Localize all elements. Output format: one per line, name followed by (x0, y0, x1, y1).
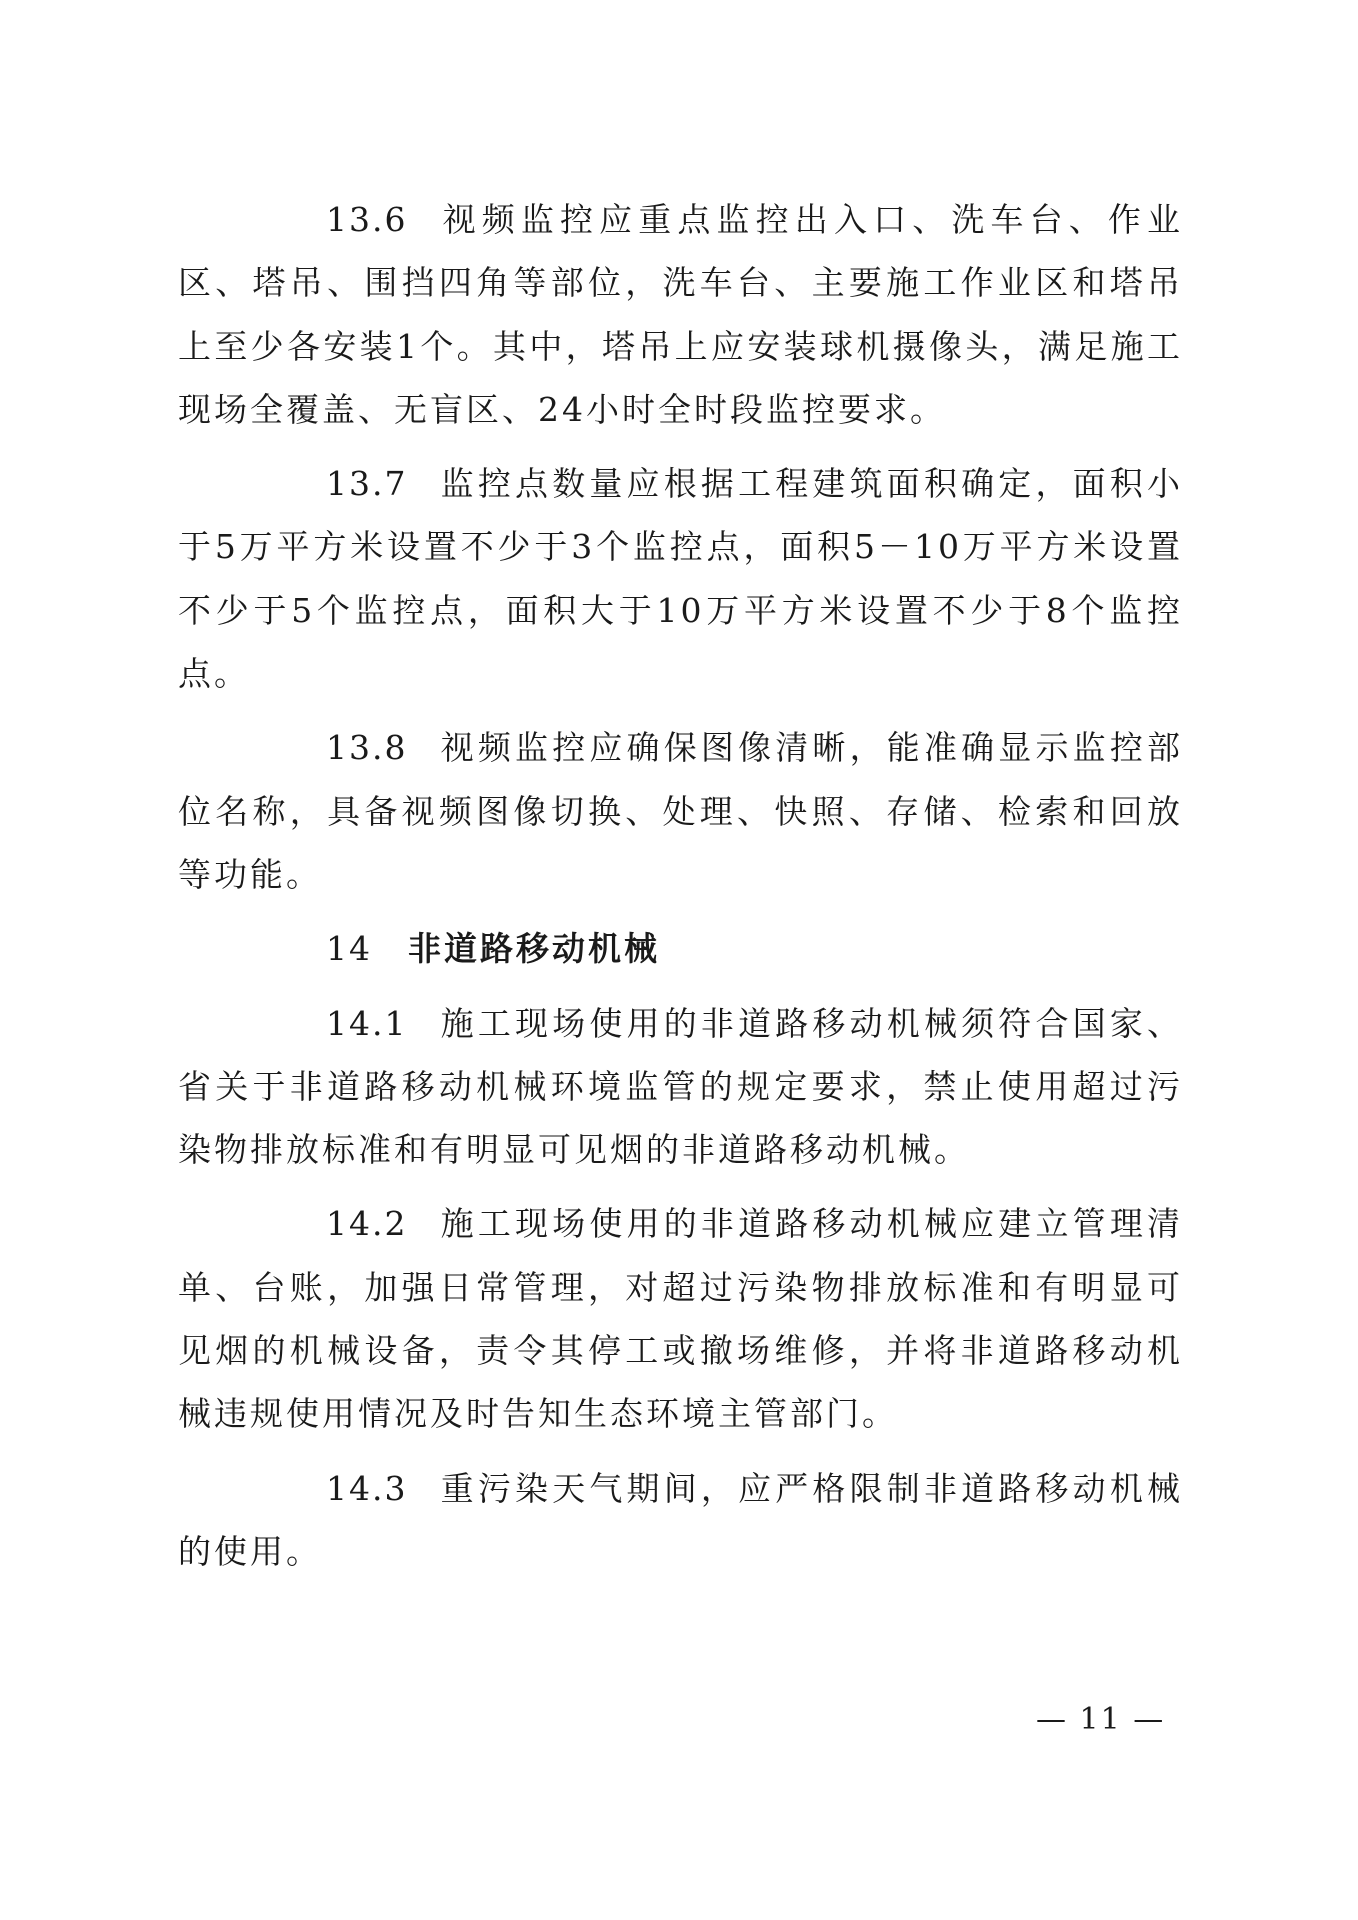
clause-14-1 (178, 992, 1183, 1182)
clause-text: 监控点数量应根据工程建筑面积确定，面积小于5万平方米设置不少于3个监控点，面积5－10万平方米设置不少于5个监控点，面积大于10万平方米设置不少于8个监控点。 (178, 464, 1183, 694)
section-heading-14 (178, 917, 1183, 980)
document-body (178, 188, 1183, 1583)
section-title: 非道路移动机械 (408, 929, 660, 969)
clause-number: 13.7 (326, 464, 408, 504)
clause-14-2 (178, 1192, 1183, 1445)
clause-number: 13.6 (326, 200, 408, 239)
clause-13-6 (178, 188, 1183, 441)
page-number: — 11 — (1036, 1702, 1166, 1737)
clause-14-3 (178, 1457, 1183, 1584)
clause-text: 施工现场使用的非道路移动机械须符合国家、省关于非道路移动机械环境监管的规定要求，禁止使用超过污染物排放标准和有明显可见烟的非道路移动机械。 (178, 1003, 1183, 1170)
clause-text: 视频监控应确保图像清晰，能准确显示监控部位名称，具备视频图像切换、处理、快照、存储、检索和回放等功能。 (178, 728, 1183, 894)
clause-text: 重污染天气期间，应严格限制非道路移动机械的使用。 (178, 1468, 1183, 1571)
section-number: 14 (326, 929, 372, 969)
clause-13-8 (178, 716, 1183, 906)
clause-number: 14.2 (326, 1204, 408, 1244)
clause-text: 视频监控应重点监控出入口、洗车台、作业区、塔吊、围挡四角等部位，洗车台、主要施工作业区和塔吊上至少各安装1个。其中，塔吊上应安装球机摄像头，满足施工现场全覆盖、无盲区、24小时全时段监控要求。 (178, 200, 1183, 429)
clause-number: 14.3 (326, 1468, 408, 1508)
clause-number: 13.8 (326, 728, 408, 768)
clause-13-7 (178, 452, 1183, 705)
clause-text: 施工现场使用的非道路移动机械应建立管理清单、台账，加强日常管理，对超过污染物排放标准和有明显可见烟的机械设备，责令其停工或撤场维修，并将非道路移动机械违规使用情况及时告知生态环境主管部门。 (178, 1204, 1183, 1434)
clause-number: 14.1 (326, 1003, 408, 1043)
